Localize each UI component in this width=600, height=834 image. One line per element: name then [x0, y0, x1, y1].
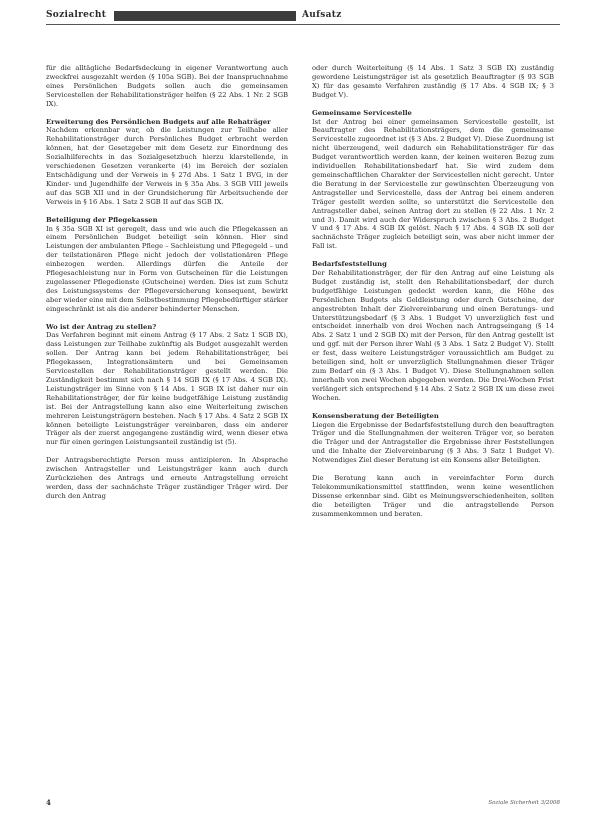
header-section-label: Sozialrecht	[46, 10, 107, 20]
paragraph: Der Antragsberechtigte Person muss antizipieren. In Absprache zwischen Antragsteller und Leistungsträger kann auch durch Zurückziehen des Antrags und erneute Antragstellung erreicht werden, dass der sachnächste Träger zuständiger Träger wird. Der durch den Antrag	[46, 456, 288, 500]
section-heading: Wo ist der Antrag zu stellen?	[46, 322, 157, 331]
header-rule	[46, 24, 560, 25]
section-heading: Erweiterung des Persönlichen Budgets auf alle Rehaträger	[46, 117, 271, 126]
paragraph: Der Rehabilitationsträger, der für den Antrag auf eine Leistung als Budget zuständig ist, stellt den Rehabilitationsbedarf, der durch budgetfähige Leistungen gedeckt werden kann, die Höhe des Persönlichen Budgets als Geldleistung oder durch Gutscheine, der angestrebten Inhalt der Zielvereinbarung und einen Beratungs- und Unterstützungsbedarf (§ 3 Abs. 1 Budget V) unverzüglich fest und entscheidet innerhalb von drei Wochen nach Antragseingang (§ 14 Abs. 2 Satz 1 und 2 SGB IX) mit der Person, für den Antrag gestellt ist und ggf. mit der Person ihrer Wahl (§ 3 Abs. 1 Satz 2 Budget V). Stellt er fest, dass weitere Leistungsträger voraussichtlich am Budget zu beteiligen sind, holt er unverzüglich Stellungnahmen dieser Träger zum Bedarf ein (§ 3 Abs. 1 Budget V). Diese Stellungnahmen sollen innerhalb von zwei Wochen abgegeben werden. Die Drei-Wochen Frist verlängert sich entsprechend § 14 Abs. 2 Satz 2 SGB IX um diese zwei Wochen.	[312, 269, 554, 402]
section-heading: Bedarfsfeststellung	[312, 260, 387, 269]
page-header	[46, 10, 560, 32]
section-heading: Konsensberatung der Beteiligten	[312, 411, 439, 420]
paragraph: Liegen die Ergebnisse der Bedarfsfeststellung durch den beauftragten Träger und die Stellungnahmen der weiteren Träger vor, so beraten die Träger und der Antragsteller die Ergebnisse ihrer Feststellungen und die Inhalte der Zielvereinbarung (§ 3 Abs. 3 Satz 1 Budget V). Notwendiges Ziel dieser Beratung ist ein Konsens aller Beteiligten.	[312, 420, 554, 465]
section-heading: Beteiligung der Pflegekassen	[46, 215, 158, 224]
page-number: 4	[46, 798, 51, 807]
paragraph: Das Verfahren beginnt mit einem Antrag (§ 17 Abs. 2 Satz 1 SGB IX), dass Leistungen zur Teilhabe zukünftig als Budget ausgezahlt werden sollen. Der Antrag kann bei jedem Rehabilitationsträger, bei Pflegekassen, Integrationsämtern und bei Gemeinsamen Servicestellen der Rehabilitationsträger gestellt werden. Die Zuständigkeit bestimmt sich nach § 14 SGB IX (§ 17 Abs. 4 SGB IX). Leistungsträger im Sinne von § 14 Abs. 1 SGB IX ist daher nur ein Rehabilitationsträger, der für keine budgetfähige Leistung zuständig ist. Bei der Antragstellung kann also eine Weiterleitung zwischen mehreren Leistungsträgern bestehen. Nach § 17 Abs. 4 Satz 2 SGB IX können beteiligte Leistungsträger vereinbaren, dass ein anderer Träger als der zuerst angegangene zuständig wird, wenn dieser etwa nur für einen geringen Leistungsanteil zuständig ist (5).	[46, 331, 288, 447]
paragraph: für die alltägliche Bedarfsdeckung in eigener Verantwortung auch zweckfrei ausgezahlt werden (§ 105a SGB). Bei der Inanspruchnahme eines Persönlichen Budgets sollen auch die gemeinsamen Servicestellen der Rehabilitationsträger helfen (§ 22 Abs. 1 Nr. 2 SGB IX).	[46, 64, 288, 108]
paragraph: Die Beratung kann auch in vereinfachter Form durch Telekommunikationsmittel stattfinden, wenn keine wesentlichen Dissense erkennbar sind. Gibt es Meinungsverschiedenheiten, sollten die beteiligten Träger und die antragstellende Person zusammenkommen und beraten.	[312, 474, 554, 518]
paragraph: Ist der Antrag bei einer gemeinsamen Servicestelle gestellt, ist Beauftragter des Rehabilitationsträgers, dem die gemeinsame Servicestelle zugeordnet ist (§ 3 Abs. 2 Budget V). Diese Zuordnung ist nicht überzeugend, weil dadurch ein Rehabilitationsträger für das Budget verantwortlich werden kann, der keinen weiteren Bezug zum individuellen Rehabilitationsbedarf hat. Sie wird zudem dem gemeinschaftlichen Charakter der Servicestellen nicht gerecht. Unter die Beratung in der Servicestelle zur gewünschten Überzeugung von Antragsteller und Servicestelle, dass der Antrag bei einem anderen Träger gestellt werden sollte, so unterstützt die Servicestelle den Antragsteller dabei, seinen Antrag dort zu stellen (§ 22 Abs. 1 Nr. 2 und 3). Damit wird auch der Widerspruch zwischen § 3 Abs. 2 Budget V und § 17 Abs. 4 SGB IX gelöst. Nach § 17 Abs. 4 SGB IX soll der sachnächste Träger zugleich beteiligt sein, was aber nicht immer der Fall ist.	[312, 117, 554, 251]
journal-footer: Soziale Sicherheit 3/2008	[488, 800, 560, 806]
header-bar	[114, 11, 296, 21]
left-text-column	[46, 64, 288, 510]
paragraph: oder durch Weiterleitung (§ 14 Abs. 1 Satz 3 SGB IX) zuständig gewordene Leistungsträger ist als gesetzlich Beauftragter (§ 93 SGB X) für das gesamte Verfahren zuständig (§ 17 Abs. 4 SGB IX; § 3 Budget V).	[312, 64, 554, 99]
header-category-label: Aufsatz	[302, 10, 342, 20]
paragraph: Nachdem erkennbar war, ob die Leistungen zur Teilhabe aller Rehabilitationsträger durch Persönliches Budget erbracht werden können, hat der Gesetzgeber mit dem Gesetz zur Einordnung des Sozialhilferechts in das Sozialgesetzbuch hierzu klarstellende, in verschiedenen Gesetzen verankerte (4) im Bereich der sozialen Entschädigung und der Verweis in § 27d Abs. 1 Satz 1 BVG, in der Kinder- und Jugendhilfe der Verweis in § 35a Abs. 3 SGB VIII jeweils auf das SGB XII und in der Grundsicherung für Arbeitsuchende der Verweis in § 16 Abs. 1 Satz 2 SGB II auf das SGB IX.	[46, 126, 288, 206]
right-text-column	[312, 64, 554, 528]
paragraph: In § 35a SGB XI ist geregelt, dass und wie auch die Pflegekassen an einem Persönlichen Budget beteiligt sein können. Hier sind Leistungen der ambulanten Pflege – Sachleistung und Pflegegeld – und der teilstationären Pflege nicht jedoch der vollstationären Pflege einbezogen werden. Allerdings dürfen die Anteile der Pflegesachleistung nur in Form von Gutscheinen für die Leistungen zugelassener Pflegedienste (Gutscheine) werden. Dies ist zum Schutz des Leistungssystems der Pflegeversicherung konsequent, bewirkt aber wieder eine mit dem Selbstbestimmung Pflegebedürftiger stärker eingeschränkt ist als die anderer behinderter Menschen.	[46, 224, 289, 313]
section-heading: Gemeinsame Servicestelle	[312, 108, 412, 117]
